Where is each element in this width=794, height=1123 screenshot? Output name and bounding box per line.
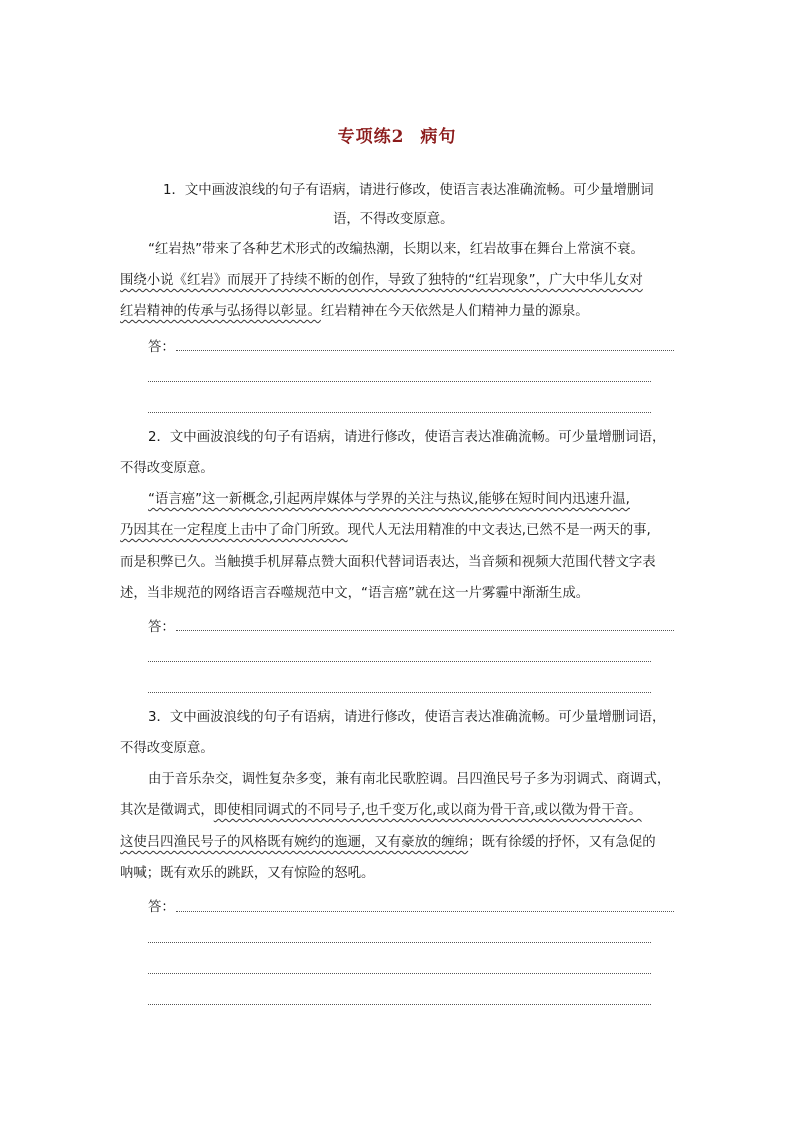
q1-paragraph-line3: [120, 302, 589, 322]
q3-instruction-line2: 不得改变原意。: [120, 741, 214, 756]
q3-instruction-line1: 3．文中画波浪线的句子有语病，请进行修改，使语言表达准确流畅。可少量增删词语，: [148, 710, 666, 725]
q3-answer-line[interactable]: [148, 942, 651, 943]
q3-paragraph-line1: 由于音乐杂交，调性复杂多变，兼有南北民歌腔调。吕四渔民号子多为羽调式、商调式，: [148, 772, 671, 787]
q2-answer-line[interactable]: [148, 661, 651, 662]
q2-wavy-sentence-part2: 乃因其在一定程度上击中了命门所致。: [120, 523, 348, 538]
title-main: 专项练2: [337, 127, 405, 147]
q2-answer-line[interactable]: [176, 630, 674, 631]
q3-answer-line[interactable]: [148, 973, 651, 974]
q1-instruction-line2: 语，不得改变原意。: [333, 212, 454, 227]
q2-answer-label: 答：: [148, 620, 175, 635]
q3-paragraph-line4: 呐喊；既有欢乐的跳跃，又有惊险的怒吼。: [120, 866, 375, 881]
q3-answer-label: 答：: [148, 900, 175, 915]
q3-paragraph-tail: ；既有徐缓的抒怀，又有急促的: [468, 835, 656, 850]
q1-answer-line[interactable]: [148, 381, 651, 382]
q2-answer-line[interactable]: [148, 692, 651, 693]
q3-wavy-sentence-part1: 即使相同调式的不同号子,也千变万化,或以商为骨干音,或以徵为骨干音。: [213, 803, 642, 818]
q1-wavy-sentence-part2: 红岩精神的传承与弘扬得以彰显。: [120, 304, 321, 319]
q2-instruction-line1: 2．文中画波浪线的句子有语病，请进行修改，使语言表达准确流畅。可少量增删词语，: [148, 430, 666, 445]
q1-instruction-line1: 1．文中画波浪线的句子有语病，请进行修改，使语言表达准确流畅。可少量增删词: [163, 183, 654, 198]
q3-answer-line[interactable]: [176, 911, 674, 912]
q1-answer-line[interactable]: [148, 412, 651, 413]
q3-paragraph-lead: 其次是徵调式，: [120, 803, 214, 818]
q2-paragraph-tail: 现代人无法用精准的中文表达,已然不是一两天的事,: [347, 523, 651, 538]
q3-wavy-sentence-part2: 这使吕四渔民号子的风格既有婉约的迤逦，又有豪放的缠绵: [120, 835, 469, 850]
q2-paragraph-line1: [148, 490, 630, 510]
q2-wavy-sentence-part1: “语言癌”这一新概念,引起两岸媒体与学界的关注与热议,能够在短时间内迅速升温,: [148, 492, 630, 507]
q1-answer-line[interactable]: [176, 350, 674, 351]
q1-paragraph-line2: [120, 271, 643, 291]
q2-paragraph-line4: 述，当非规范的网络语言吞噬规范中文，“语言癌”就在这一片雾霾中渐渐生成。: [120, 586, 590, 601]
q1-paragraph-line1: “红岩热”带来了各种艺术形式的改编热潮，长期以来，红岩故事在舞台上常演不衰。: [148, 242, 644, 257]
q3-paragraph-line2: [120, 801, 642, 821]
title-sub: 病句: [420, 127, 457, 147]
q2-paragraph-line3: 而是积弊已久。当触摸手机屏幕点赞大面积代替词语表达，当音频和视频大范围代替文字表: [120, 555, 656, 570]
q1-paragraph-tail: 红岩精神在今天依然是人们精神力量的源泉。: [320, 304, 589, 319]
page-title: [0, 122, 794, 147]
q3-answer-line[interactable]: [148, 1004, 651, 1005]
q2-paragraph-line2: [120, 521, 651, 541]
q1-wavy-sentence-part1: 围绕小说《红岩》而展开了持续不断的创作，导致了独特的“红岩现象”，广大中华儿女对: [120, 273, 643, 288]
q2-instruction-line2: 不得改变原意。: [120, 461, 214, 476]
q1-answer-label: 答：: [148, 340, 175, 355]
q3-paragraph-line3: [120, 833, 656, 853]
